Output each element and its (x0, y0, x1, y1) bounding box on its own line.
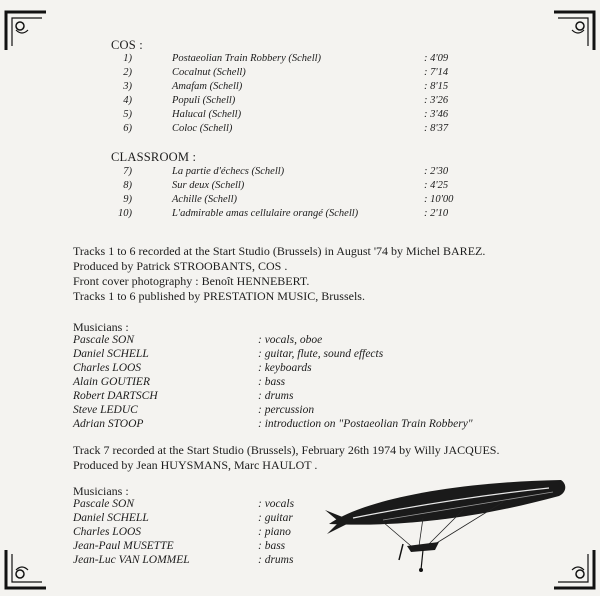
corner-ornament-icon (552, 6, 598, 52)
corner-ornament-icon (2, 6, 48, 52)
track-time: : 7'14 (424, 67, 449, 78)
musician-role: : drums (258, 390, 294, 402)
track-title: Postaeolian Train Robbery (Schell) (172, 53, 322, 64)
track-number: 6) (123, 123, 132, 134)
musicians-heading: Musicians : (73, 320, 129, 334)
musician-role: : vocals, oboe (258, 334, 323, 346)
section-heading-classroom: CLASSROOM : (111, 150, 197, 164)
track-title: L'admirable amas cellulaire orangé (Schell) (172, 208, 359, 219)
musician-role: : percussion (258, 404, 315, 416)
track-time: : 4'09 (424, 53, 449, 64)
musician-role: : piano (258, 526, 291, 538)
musician-role: : drums (258, 554, 294, 566)
track-time: : 3'46 (424, 109, 449, 120)
musician-name: Adrian STOOP (73, 418, 144, 430)
track-title: Halucal (Schell) (172, 109, 242, 120)
musician-row (73, 362, 533, 376)
credit-line: Front cover photography : Benoît HENNEBERT. (73, 274, 310, 288)
track-time: : 10'00 (424, 194, 454, 205)
track-number: 2) (123, 67, 132, 78)
track-number: 1) (123, 53, 132, 64)
musician-row (73, 404, 533, 418)
track-title: Coloc (Schell) (172, 123, 233, 134)
track-row (112, 208, 452, 222)
track-row (112, 123, 452, 137)
musician-name: Charles LOOS (73, 362, 142, 374)
musician-name: Daniel SCHELL (73, 512, 149, 524)
track-number: 8) (123, 180, 132, 191)
track-number: 4) (123, 95, 132, 106)
track-title: Amafam (Schell) (172, 81, 243, 92)
track-row (112, 53, 452, 67)
track-number: 10) (118, 208, 132, 219)
track-title: Populi (Schell) (172, 95, 236, 106)
track-time: : 2'30 (424, 166, 449, 177)
musician-row (73, 334, 533, 348)
track-time: : 3'26 (424, 95, 449, 106)
musician-role: : bass (258, 540, 286, 552)
section-heading-cos: COS : (111, 38, 143, 52)
track-row (112, 67, 452, 81)
musician-row (73, 390, 533, 404)
track-time: : 8'15 (424, 81, 449, 92)
musician-role: : keyboards (258, 362, 312, 374)
musician-role: : guitar (258, 512, 293, 524)
musician-name: Pascale SON (73, 498, 135, 510)
track-row (112, 109, 452, 123)
corner-ornament-icon (2, 548, 48, 594)
musician-role: : bass (258, 376, 286, 388)
track-number: 3) (123, 81, 132, 92)
track-time: : 4'25 (424, 180, 449, 191)
track-number: 5) (123, 109, 132, 120)
musician-row (73, 418, 533, 432)
musician-name: Steve LEDUC (73, 404, 138, 416)
track-title: Sur deux (Schell) (172, 180, 245, 191)
track-number: 7) (123, 166, 132, 177)
track-number: 9) (123, 194, 132, 205)
musician-row (73, 348, 533, 362)
track-row (112, 166, 452, 180)
credit-line: Track 7 recorded at the Start Studio (Brussels), February 26th 1974 by Willy JACQUES. (73, 443, 500, 457)
track-row (112, 194, 452, 208)
track-title: Achille (Schell) (172, 194, 238, 205)
musician-name: Jean-Paul MUSETTE (73, 540, 174, 552)
musician-name: Pascale SON (73, 334, 135, 346)
musician-name: Daniel SCHELL (73, 348, 149, 360)
musicians-heading: Musicians : (73, 484, 129, 498)
credit-line: Produced by Patrick STROOBANTS, COS . (73, 259, 288, 273)
track-time: : 2'10 (424, 208, 449, 219)
musician-name: Robert DARTSCH (73, 390, 158, 402)
track-title: Cocalnut (Schell) (172, 67, 246, 78)
track-row (112, 95, 452, 109)
musician-name: Charles LOOS (73, 526, 142, 538)
musician-role: : introduction on "Postaeolian Train Robbery" (258, 418, 473, 430)
track-row (112, 180, 452, 194)
credit-line: Tracks 1 to 6 published by PRESTATION MUSIC, Brussels. (73, 289, 365, 303)
track-row (112, 81, 452, 95)
musician-role: : guitar, flute, sound effects (258, 348, 384, 360)
airship-illustration-icon (323, 474, 569, 574)
credit-line: Tracks 1 to 6 recorded at the Start Studio (Brussels) in August '74 by Michel BAREZ. (73, 244, 486, 258)
musician-role: : vocals (258, 498, 295, 510)
musician-name: Alain GOUTIER (73, 376, 150, 388)
credit-line: Produced by Jean HUYSMANS, Marc HAULOT . (73, 458, 318, 472)
musician-name: Jean-Luc VAN LOMMEL (73, 554, 190, 566)
track-time: : 8'37 (424, 123, 449, 134)
musician-row (73, 376, 533, 390)
track-title: La partie d'échecs (Schell) (172, 166, 285, 177)
